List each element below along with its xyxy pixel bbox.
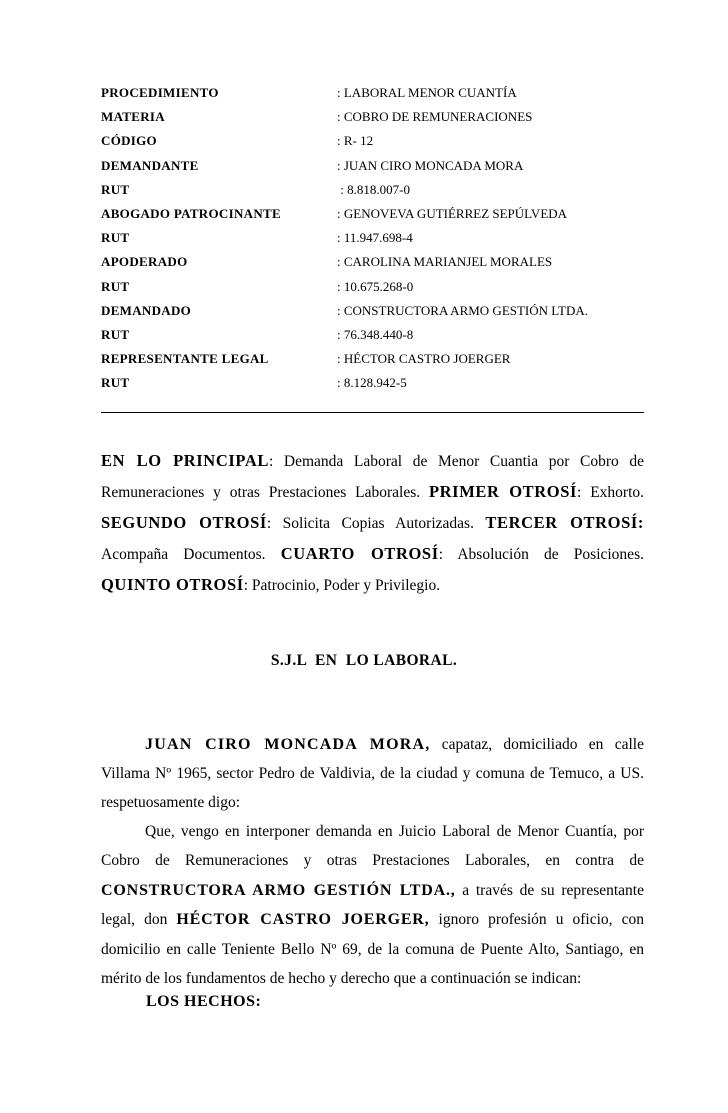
header-row-rut-abogado <box>101 229 644 253</box>
header-label: CÓDIGO <box>101 133 157 149</box>
petition-paragraph <box>101 817 644 993</box>
header-value: : JUAN CIRO MONCADA MORA <box>337 157 524 173</box>
defendant-company: CONSTRUCTORA ARMO GESTIÓN LTDA., <box>101 881 456 899</box>
header-value: : HÉCTOR CASTRO JOERGER <box>337 351 511 367</box>
header-label: APODERADO <box>101 254 188 270</box>
header-row-demandado <box>101 302 644 326</box>
header-label: MATERIA <box>101 109 165 125</box>
header-label: RUT <box>101 278 130 294</box>
header-row-rut-representante <box>101 374 644 398</box>
header-row-materia <box>101 108 644 132</box>
header-row-demandante <box>101 157 644 181</box>
intro-paragraph <box>101 730 644 817</box>
cuarto-otrosi-label: CUARTO OTROSÍ <box>280 544 439 563</box>
header-label: ABOGADO PATROCINANTE <box>101 205 281 221</box>
header-value: : LABORAL MENOR CUANTÍA <box>337 85 517 100</box>
facts-heading: LOS HECHOS: <box>146 993 262 1010</box>
header-label: DEMANDANTE <box>101 157 199 173</box>
quinto-otrosi-label: QUINTO OTROSÍ <box>101 575 244 594</box>
header-row-procedimiento <box>101 84 644 108</box>
segundo-otrosi-text: : Solicita Copias Autorizadas. <box>266 515 486 532</box>
header-label: RUT <box>101 326 130 342</box>
header-label: REPRESENTANTE LEGAL <box>101 351 269 367</box>
cuarto-otrosi-text: : Absolución de Posiciones. <box>438 546 644 563</box>
header-value: : 11.947.698-4 <box>337 230 413 246</box>
header-label: RUT <box>101 375 130 391</box>
court-heading: S.J.L EN LO LABORAL. <box>270 652 458 669</box>
plaintiff-name: JUAN CIRO MONCADA MORA, <box>145 736 431 753</box>
header-row-rut-apoderado <box>101 278 644 302</box>
primer-otrosi-label: PRIMER OTROSÍ <box>428 482 578 501</box>
header-row-representante <box>101 350 644 374</box>
header-value: : 8.818.007-0 <box>337 181 410 197</box>
header-value: : 10.675.268-0 <box>337 278 414 294</box>
summary-paragraph <box>101 446 644 601</box>
header-row-codigo <box>101 132 644 156</box>
header-row-rut-demandado <box>101 326 644 350</box>
intro-text: capataz, domiciliado en calle Villama Nº 1965, sector Pedro de Valdivia, de la ciudad y comuna de Temuco, a US. respetuosamente digo: <box>101 736 644 811</box>
header-value: : COBRO DE REMUNERACIONES <box>337 109 533 125</box>
header-value: : GENOVEVA GUTIÉRREZ SEPÚLVEDA <box>337 205 568 221</box>
legal-representative: HÉCTOR CASTRO JOERGER, <box>176 911 430 929</box>
quinto-otrosi-text: : Patrocinio, Poder y Privilegio. <box>243 577 441 594</box>
tercer-otrosi-label: TERCER OTROSÍ: <box>485 513 644 532</box>
tercer-otrosi-text: Acompaña Documentos. <box>101 546 281 563</box>
header-label: PROCEDIMIENTO <box>101 85 219 100</box>
principal-text: : Demanda Laboral de Menor Cuantia por Cobro de Remuneraciones y otras Prestaciones Laborales. <box>101 453 644 501</box>
header-value: : R- 12 <box>337 133 374 149</box>
case-header <box>101 84 644 398</box>
header-label: RUT <box>101 230 130 246</box>
primer-otrosi-text: : Exhorto. <box>577 484 645 501</box>
header-label: RUT <box>101 181 130 197</box>
header-row-abogado <box>101 205 644 229</box>
header-value: : CONSTRUCTORA ARMO GESTIÓN LTDA. <box>337 302 589 318</box>
petition-text-2: a través de su representante legal, don <box>101 881 644 929</box>
petition-text-3: ignoro profesión u oficio, con domicilio en calle Teniente Bello Nº 69, de la comuna de Puente Alto, Santiago, en mérito de los fundamentos de hecho y derecho que a continuación se indican: <box>101 911 644 988</box>
header-row-apoderado <box>101 253 644 277</box>
header-value: : 8.128.942-5 <box>337 375 407 391</box>
header-label: DEMANDADO <box>101 302 192 318</box>
header-row-rut-demandante <box>101 181 644 205</box>
segundo-otrosi-label: SEGUNDO OTROSÍ <box>101 513 267 532</box>
header-value: : CAROLINA MARIANJEL MORALES <box>337 254 553 270</box>
header-divider <box>101 412 644 413</box>
principal-label: EN LO PRINCIPAL <box>101 451 269 470</box>
petition-text-1: Que, vengo en interponer demanda en Juicio Laboral de Menor Cuantía, por Cobro de Remuneraciones y otras Prestaciones Laborales, en contra de <box>101 823 644 870</box>
header-value: : 76.348.440-8 <box>337 326 414 342</box>
